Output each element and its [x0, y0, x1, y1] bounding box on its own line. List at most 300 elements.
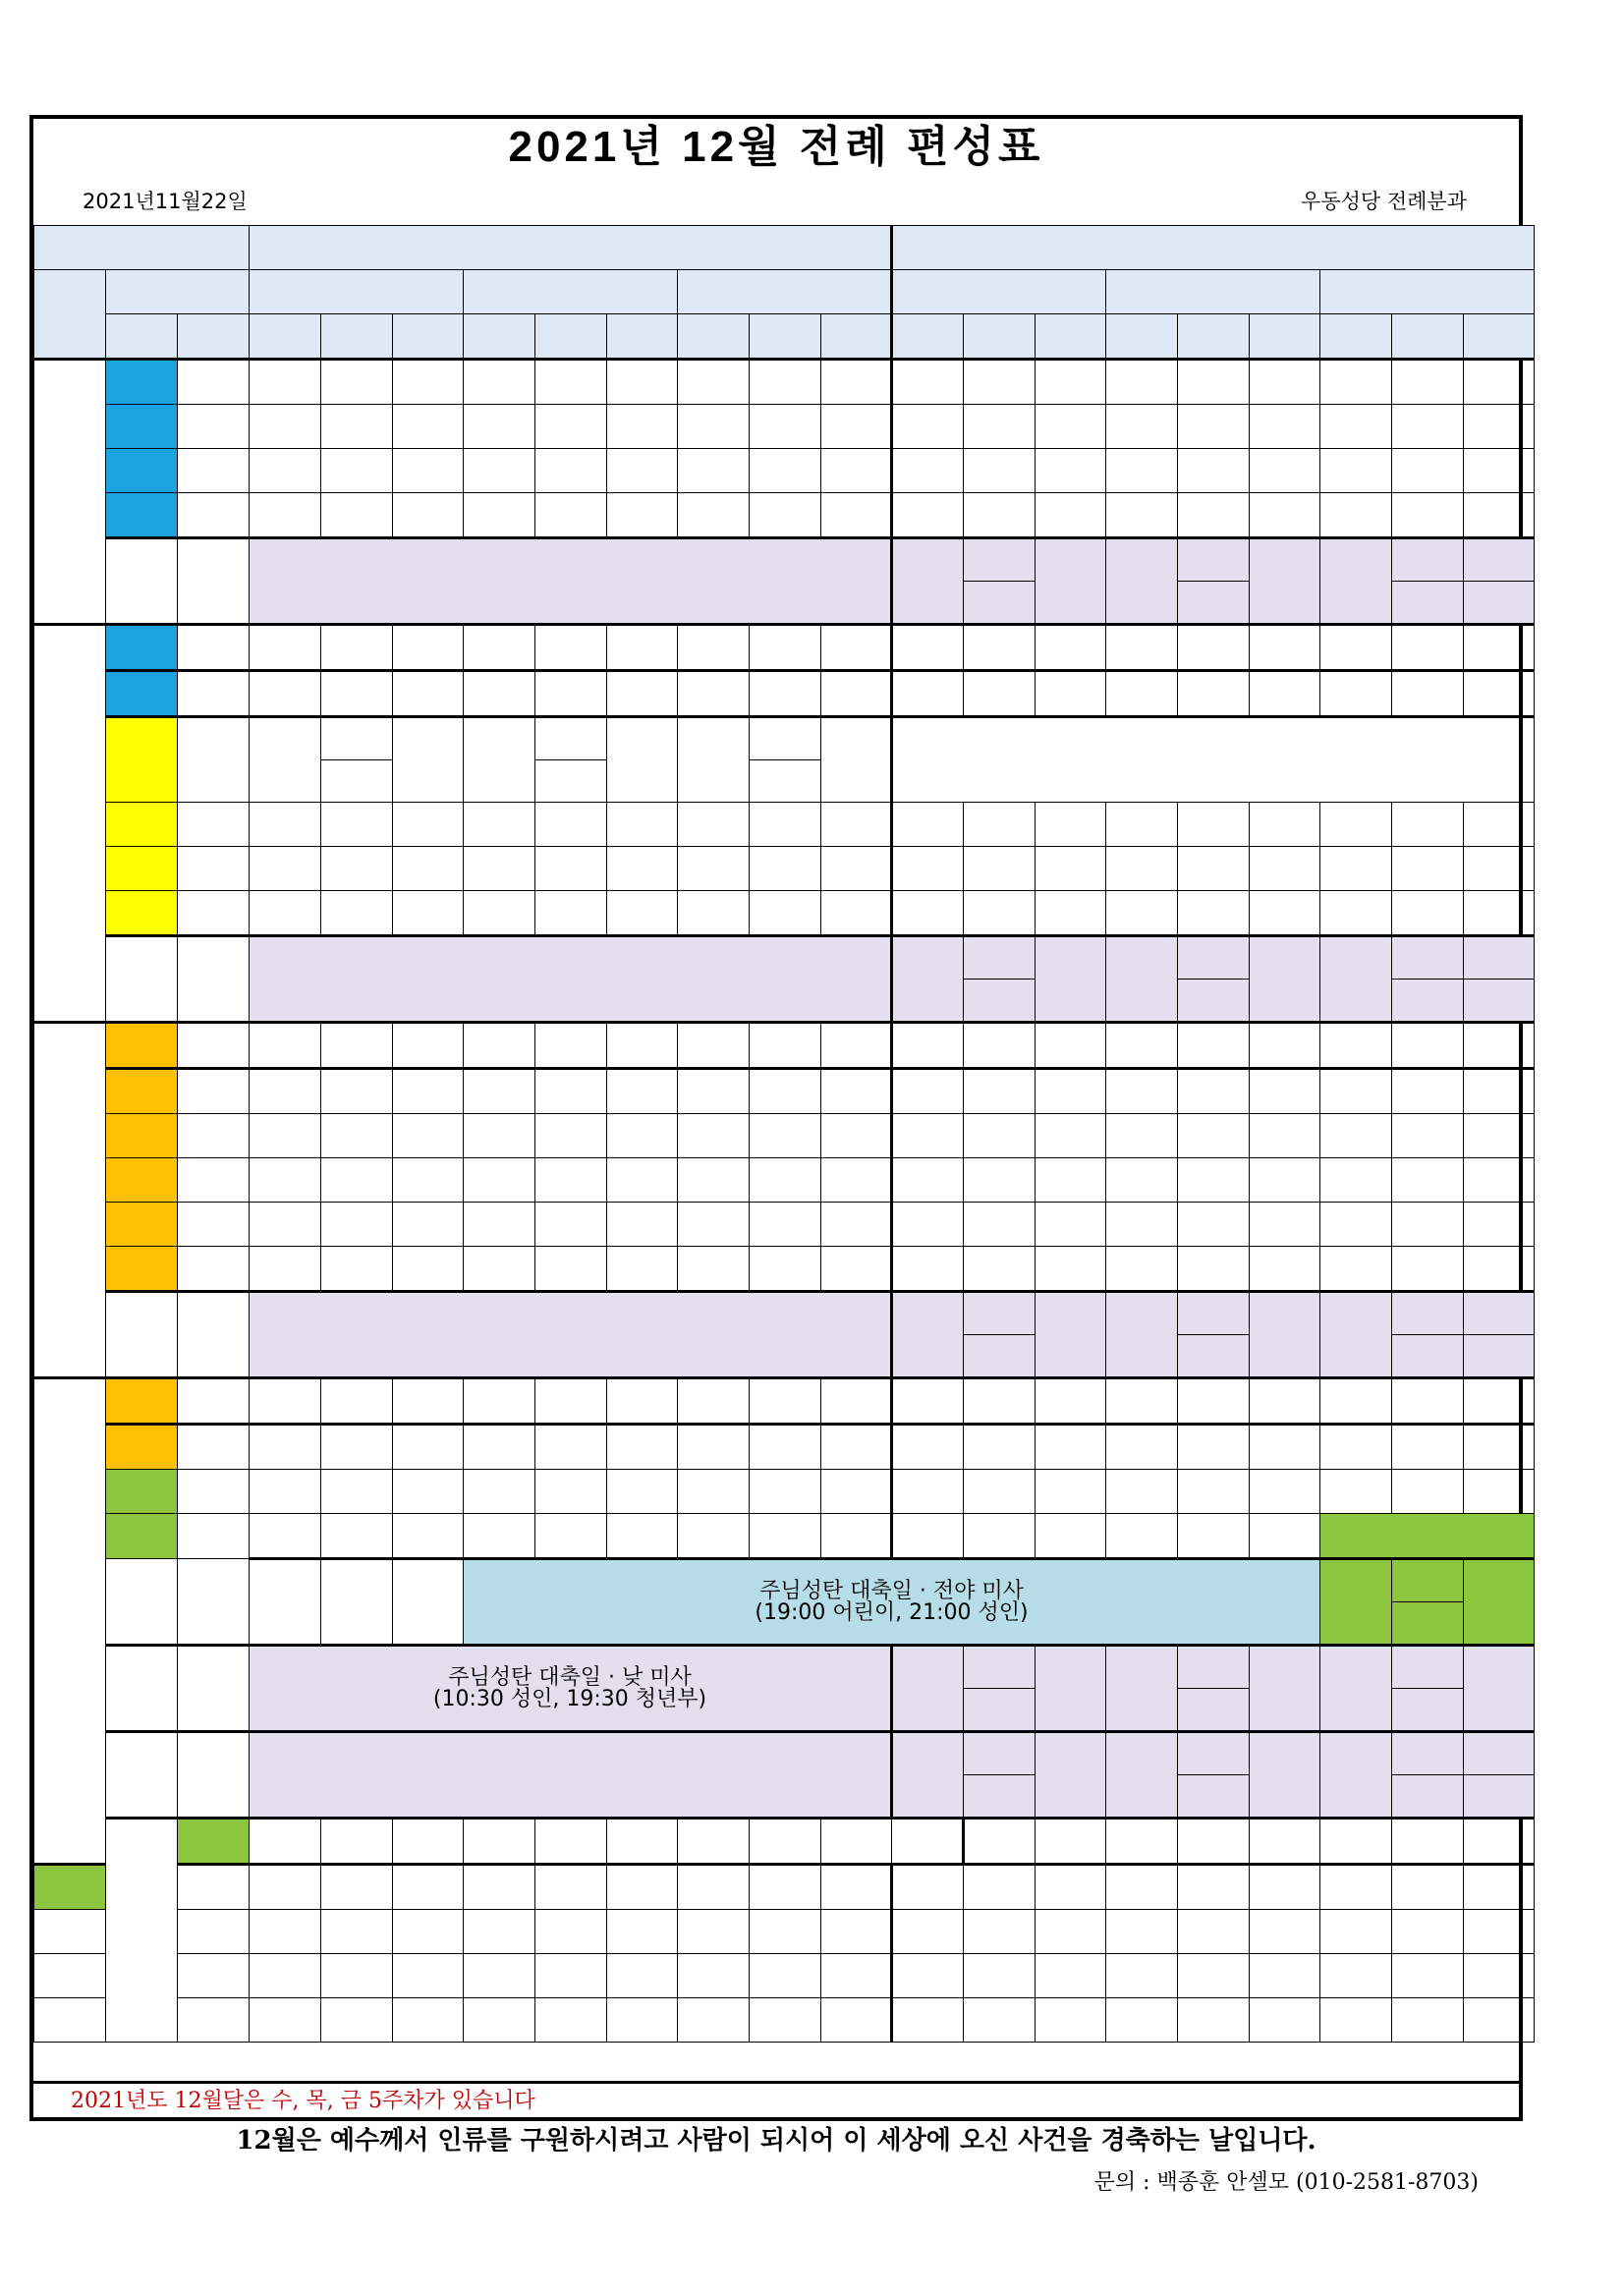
empty — [1106, 1470, 1178, 1514]
empty — [1250, 1023, 1320, 1069]
header-time-slot — [1106, 270, 1320, 314]
empty — [1464, 1425, 1535, 1470]
organist — [393, 1865, 464, 1910]
empty — [1392, 405, 1464, 449]
commentator — [678, 360, 750, 405]
empty — [1320, 1425, 1392, 1470]
commentator — [250, 847, 321, 891]
header-time-slot — [1320, 270, 1535, 314]
reader — [750, 360, 821, 405]
reader — [535, 1865, 607, 1910]
empty — [1178, 1203, 1250, 1247]
commentator — [678, 1378, 750, 1425]
organist — [393, 1514, 464, 1559]
empty — [1178, 1378, 1250, 1425]
empty — [1320, 1158, 1392, 1203]
reader — [964, 1732, 1036, 1775]
empty — [1320, 1378, 1392, 1425]
feast-line2: (19:00 어린이, 21:00 성인) — [755, 1599, 1029, 1625]
empty — [1106, 1865, 1178, 1910]
empty — [1036, 1158, 1106, 1203]
empty — [1464, 1646, 1535, 1732]
reader — [1392, 1292, 1464, 1335]
empty — [1178, 1910, 1250, 1954]
organist — [821, 1998, 892, 2043]
empty — [1250, 1425, 1320, 1470]
empty — [1250, 1470, 1320, 1514]
empty — [1250, 360, 1320, 405]
header-date — [106, 314, 178, 360]
organist — [607, 493, 678, 538]
day-cell — [178, 1425, 250, 1470]
empty — [1178, 1023, 1250, 1069]
empty — [1464, 449, 1535, 493]
date-cell — [106, 1158, 178, 1203]
date-cell — [178, 1819, 250, 1865]
reader — [1178, 1292, 1250, 1335]
empty — [1106, 1954, 1178, 1998]
empty — [892, 1114, 964, 1158]
empty — [1320, 847, 1392, 891]
commentator — [678, 1114, 750, 1158]
reader — [750, 1023, 821, 1069]
empty — [1464, 891, 1535, 936]
footer-contact: 문의 : 백종훈 안셀모 (010-2581-8703) — [1093, 2170, 1479, 2195]
reader — [535, 1114, 607, 1158]
commentator — [678, 1425, 750, 1470]
footer-message: 12월은 예수께서 인류를 구원하시려고 사람이 되시어 이 세상에 오신 사건을 경축하는 날입니다. — [236, 2126, 1316, 2156]
week-label — [34, 1023, 106, 1378]
reader — [1392, 582, 1464, 625]
empty — [964, 891, 1036, 936]
empty — [1250, 1203, 1320, 1247]
day-cell — [250, 1819, 321, 1865]
reader — [750, 493, 821, 538]
day-cell — [178, 847, 250, 891]
organist — [678, 1819, 750, 1865]
commentator — [678, 405, 750, 449]
organist — [607, 1023, 678, 1069]
empty — [964, 1470, 1036, 1514]
reader — [750, 1158, 821, 1203]
organist — [1036, 1732, 1106, 1819]
commentator — [250, 1114, 321, 1158]
empty — [964, 1203, 1036, 1247]
reader — [1178, 538, 1250, 582]
empty — [1106, 1069, 1178, 1114]
empty — [1320, 360, 1392, 405]
organist — [393, 1158, 464, 1203]
date-cell — [106, 493, 178, 538]
reader — [535, 1954, 607, 1998]
commentator — [678, 1203, 750, 1247]
empty — [1106, 1514, 1178, 1559]
reader — [964, 1292, 1036, 1335]
commentator — [464, 1954, 535, 1998]
day-cell — [178, 1514, 250, 1559]
empty — [1320, 1954, 1392, 1998]
empty — [892, 1158, 964, 1203]
commentator — [250, 1470, 321, 1514]
empty — [892, 449, 964, 493]
empty — [1250, 1247, 1320, 1292]
reader — [1392, 936, 1464, 980]
reader — [535, 1069, 607, 1114]
empty — [1250, 847, 1320, 891]
empty — [964, 1865, 1036, 1910]
header-time-slot — [678, 270, 892, 314]
date-cell — [106, 1292, 178, 1378]
reader — [750, 1865, 821, 1910]
commentator — [250, 1247, 321, 1292]
reader — [321, 1023, 393, 1069]
reader — [964, 538, 1036, 582]
commentator — [678, 1998, 750, 2043]
commentator — [464, 1114, 535, 1158]
commentator — [464, 1023, 535, 1069]
commentator — [464, 671, 535, 717]
empty — [1392, 1998, 1464, 2043]
empty — [1392, 1910, 1464, 1954]
organist — [1250, 936, 1320, 1023]
empty — [1178, 1247, 1250, 1292]
empty — [1036, 1069, 1106, 1114]
reader — [535, 847, 607, 891]
reader — [750, 803, 821, 847]
empty — [1178, 405, 1250, 449]
reader — [750, 449, 821, 493]
empty — [1464, 493, 1535, 538]
reader — [750, 1425, 821, 1470]
empty — [892, 1865, 964, 1910]
date-cell — [106, 1646, 178, 1732]
reader — [535, 1998, 607, 2043]
reader — [535, 717, 607, 760]
empty — [1464, 1470, 1535, 1514]
reader — [750, 1954, 821, 1998]
commentator — [1320, 1559, 1392, 1646]
empty — [1036, 1954, 1106, 1998]
date-cell — [106, 1203, 178, 1247]
commentator — [250, 1514, 321, 1559]
reader — [321, 1865, 393, 1910]
empty — [1320, 1114, 1392, 1158]
commentator — [250, 1378, 321, 1425]
organist — [821, 847, 892, 891]
commentator — [1320, 1732, 1392, 1819]
commentator — [250, 493, 321, 538]
empty — [1036, 1378, 1106, 1425]
reader — [535, 625, 607, 671]
organist — [1250, 1646, 1320, 1732]
empty — [1106, 1910, 1178, 1954]
header-role — [678, 314, 750, 360]
empty — [1464, 1023, 1535, 1069]
commentator — [464, 1247, 535, 1292]
empty — [892, 891, 964, 936]
organist — [821, 1425, 892, 1470]
commentator — [250, 803, 321, 847]
commentator — [535, 1819, 607, 1865]
commentator — [464, 891, 535, 936]
empty — [1320, 1646, 1392, 1732]
empty — [1464, 1292, 1535, 1335]
organist — [607, 1865, 678, 1910]
commentator — [892, 1732, 964, 1819]
organist — [821, 1023, 892, 1069]
reader — [750, 891, 821, 936]
commentator — [464, 405, 535, 449]
commentator — [250, 1158, 321, 1203]
header-gubun — [34, 226, 250, 270]
reader — [1178, 1775, 1250, 1819]
week-label — [34, 1378, 106, 1865]
organist — [393, 405, 464, 449]
week-label — [106, 1819, 178, 2043]
empty — [1250, 1069, 1320, 1114]
empty — [1036, 891, 1106, 936]
reader — [535, 1470, 607, 1514]
empty — [964, 1247, 1036, 1292]
date-cell — [106, 1023, 178, 1069]
day-cell — [178, 493, 250, 538]
empty — [892, 803, 964, 847]
commentator — [464, 1378, 535, 1425]
reader — [750, 1470, 821, 1514]
empty — [1178, 1470, 1250, 1514]
empty — [1320, 1023, 1392, 1069]
reader — [1392, 1602, 1464, 1646]
reader — [750, 847, 821, 891]
empty — [1464, 1998, 1535, 2043]
empty — [892, 1023, 964, 1069]
empty — [892, 360, 964, 405]
empty — [1106, 625, 1178, 671]
empty — [964, 1158, 1036, 1203]
commentator — [892, 936, 964, 1023]
commentator — [250, 405, 321, 449]
header-time-slot — [464, 270, 678, 314]
empty — [1320, 1247, 1392, 1292]
empty — [1320, 671, 1392, 717]
empty — [1036, 1998, 1106, 2043]
empty — [1178, 803, 1250, 847]
reader — [964, 582, 1036, 625]
reader — [321, 1158, 393, 1203]
reader — [321, 847, 393, 891]
day-cell — [178, 1114, 250, 1158]
header-role — [1250, 314, 1320, 360]
header-role — [964, 314, 1036, 360]
empty — [1392, 1819, 1464, 1865]
organist — [607, 1425, 678, 1470]
organist — [1250, 1732, 1320, 1819]
header-role — [1106, 314, 1178, 360]
day-cell — [178, 1158, 250, 1203]
reader — [750, 1910, 821, 1954]
empty — [1250, 405, 1320, 449]
empty — [1464, 538, 1535, 582]
reader — [535, 1378, 607, 1425]
day-cell — [178, 717, 250, 803]
commentator — [250, 449, 321, 493]
reader — [321, 1514, 393, 1559]
empty — [1320, 493, 1392, 538]
empty — [892, 671, 964, 717]
empty — [1392, 1378, 1464, 1425]
empty — [1178, 1954, 1250, 1998]
empty — [1464, 936, 1535, 980]
empty — [1178, 1819, 1250, 1865]
organist — [821, 449, 892, 493]
date-cell — [34, 1954, 106, 1998]
empty — [892, 1069, 964, 1114]
commentator — [250, 1069, 321, 1114]
empty — [964, 1910, 1036, 1954]
empty — [1106, 360, 1178, 405]
day-cell — [178, 1069, 250, 1114]
empty — [1392, 671, 1464, 717]
empty — [1178, 449, 1250, 493]
reader — [750, 1514, 821, 1559]
empty — [1036, 1203, 1106, 1247]
empty — [1178, 1069, 1250, 1114]
empty — [1320, 891, 1392, 936]
date-cell — [106, 625, 178, 671]
organist — [607, 847, 678, 891]
organist — [821, 1114, 892, 1158]
commentator — [250, 1865, 321, 1910]
empty — [1320, 625, 1392, 671]
empty — [1464, 1378, 1535, 1425]
reader — [321, 760, 393, 803]
organist — [607, 1158, 678, 1203]
empty — [1392, 891, 1464, 936]
empty — [892, 1646, 964, 1732]
organist — [821, 1158, 892, 1203]
reader — [535, 891, 607, 936]
date-cell — [106, 1425, 178, 1470]
date-cell — [106, 1732, 178, 1819]
organist — [821, 891, 892, 936]
commentator — [678, 891, 750, 936]
week-label — [34, 360, 106, 625]
day-cell — [178, 1378, 250, 1425]
footer-divider — [33, 2081, 1519, 2084]
commentator — [464, 449, 535, 493]
organist — [607, 671, 678, 717]
commentator — [464, 1158, 535, 1203]
organist — [1250, 538, 1320, 625]
empty — [1464, 1865, 1535, 1910]
date-cell — [106, 1559, 178, 1646]
empty — [964, 1514, 1036, 1559]
empty — [1178, 625, 1250, 671]
organist — [607, 360, 678, 405]
empty — [892, 1378, 964, 1425]
organist — [607, 1203, 678, 1247]
header-time-slot — [250, 270, 464, 314]
empty — [1320, 1069, 1392, 1114]
schedule-table — [33, 225, 1535, 2043]
empty — [1392, 1865, 1464, 1910]
organist — [607, 625, 678, 671]
reader — [321, 1378, 393, 1425]
empty — [1036, 405, 1106, 449]
commentator — [1106, 1646, 1178, 1732]
reader — [535, 1023, 607, 1069]
reader — [321, 1470, 393, 1514]
organist — [821, 1910, 892, 1954]
organist — [607, 405, 678, 449]
reader — [535, 803, 607, 847]
day-cell — [178, 1646, 250, 1732]
organist — [1464, 1559, 1535, 1646]
date-cell — [106, 1378, 178, 1425]
organist — [1250, 1292, 1320, 1378]
page-title: 2021년 12월 전례 편성표 — [508, 123, 1044, 171]
reader — [1178, 1689, 1250, 1732]
commentator — [464, 847, 535, 891]
empty — [1392, 1023, 1464, 1069]
commentator — [678, 1910, 750, 1954]
empty — [1106, 891, 1178, 936]
empty — [1106, 1425, 1178, 1470]
empty — [1464, 1203, 1535, 1247]
commentator — [678, 803, 750, 847]
date-cell — [106, 717, 178, 803]
commentator — [1320, 538, 1392, 625]
reader — [393, 1819, 464, 1865]
organist — [607, 1069, 678, 1114]
empty — [964, 1819, 1036, 1865]
organist — [393, 1998, 464, 2043]
feast-note — [892, 717, 1535, 803]
empty — [1392, 625, 1464, 671]
header-role — [892, 314, 964, 360]
empty — [1036, 1023, 1106, 1069]
empty — [1106, 1247, 1178, 1292]
mass-label-line2: (10:30 성인, 19:30 청년부) — [432, 1686, 707, 1711]
organist — [821, 1470, 892, 1514]
commentator — [464, 1998, 535, 2043]
date-cell — [106, 1247, 178, 1292]
header-role — [535, 314, 607, 360]
organist — [393, 449, 464, 493]
empty — [1036, 1514, 1106, 1559]
commentator — [464, 1910, 535, 1954]
commentator — [1106, 538, 1178, 625]
empty — [1464, 671, 1535, 717]
commentator — [678, 717, 750, 803]
empty — [1464, 1158, 1535, 1203]
empty — [1464, 1732, 1535, 1775]
organist — [464, 1819, 535, 1865]
organist — [607, 1114, 678, 1158]
organist — [607, 1910, 678, 1954]
reader — [607, 1819, 678, 1865]
empty — [1392, 1425, 1464, 1470]
commentator — [250, 1998, 321, 2043]
reader — [535, 449, 607, 493]
footer-notice: 2021년도 12월달은 수, 목, 금 5주차가 있습니다 — [71, 2089, 535, 2113]
organist — [393, 493, 464, 538]
empty — [1178, 847, 1250, 891]
header-role — [1178, 314, 1250, 360]
empty — [1392, 1954, 1464, 1998]
day-cell — [178, 1292, 250, 1378]
reader — [750, 1114, 821, 1158]
